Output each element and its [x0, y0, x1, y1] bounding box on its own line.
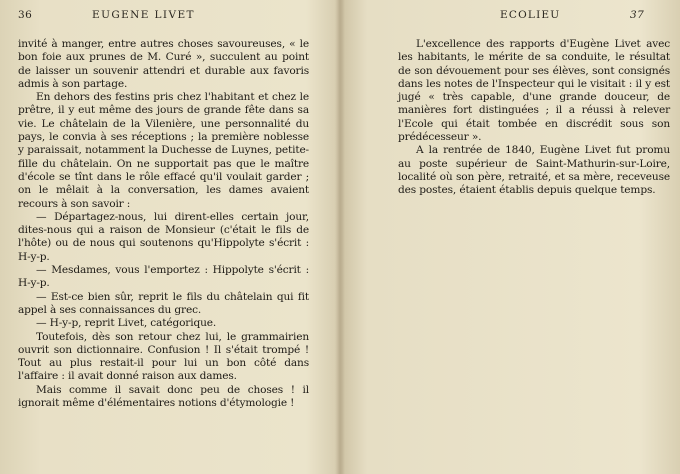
paragraph: invité à manger, entre autres choses savoureuses, « le bon foie aux prunes de M. Curé », succulent au point de laisser un souvenir attendri et durable aux favoris admis à son partage.: [18, 38, 309, 90]
paragraph: Toutefois, dès son retour chez lui, le grammairien ouvrit son dictionnaire. Confusion ! Il s'était trompé ! Tout au plus restait-il pour lui un bon côté dans l'affaire : il avait donné raison aux dames.: [18, 330, 309, 383]
paragraph: Mais comme il savait donc peu de choses ! il ignorait même d'élémentaires notions d'étymologie !: [18, 383, 309, 410]
running-head-left: EUGENE LIVET: [92, 9, 195, 21]
page-number-right: 37: [630, 9, 645, 21]
paragraph: — Mesdames, vous l'emportez : Hippolyte s'écrit : H-y-p.: [18, 264, 309, 290]
paragraph: L'excellence des rapports d'Eugène Livet avec les habitants, le mérite de sa conduite, le résultat de son dévouement pour ses élèves, sont consignés dans les notes de l'Inspecteur qui le visitait : il y est jugé « très capable, d'une grande douceur, de manières fort distinguées ; il a réussi à relever l'Ecole qui était tombée en discrédit sous son prédécesseur ».: [398, 38, 670, 144]
right-page-body: [398, 38, 670, 198]
paragraph: En dehors des festins pris chez l'habitant et chez le prêtre, il y eut même des jours de grande fête dans sa vie. Le châtelain de la Vilenière, une personnalité du pays, le convia à ses réceptions ; la première noblesse y paraissait, notamment la Duchesse de Luynes, petite-fille du châtelain. On ne supportait pas que le maître d'école se tînt dans le rôle effacé qu'il voulait garder ; on le mêlait à la conversation, les dames avaient recours à son savoir :: [18, 91, 309, 210]
paragraph: A la rentrée de 1840, Eugène Livet fut promu au poste supérieur de Saint-Mathurin-sur-Loire, localité où son père, retraité, et sa mère, receveuse des postes, étaient établis depuis quelque temps.: [398, 144, 670, 197]
paragraph: — Est-ce bien sûr, reprit le fils du châtelain qui fit appel à ses connaissances du grec.: [18, 290, 309, 316]
right-page: [342, 0, 680, 474]
left-page-body: [18, 38, 309, 410]
left-page: [0, 0, 338, 474]
paragraph: — H-y-p, reprit Livet, catégorique.: [36, 317, 217, 330]
running-head-right: ECOLIEU: [500, 9, 561, 21]
paragraph: — Départagez-nous, lui dirent-elles certain jour, dites-nous qui a raison de Monsieur (c'était le fils de l'hôte) ou de nous qui soutenons qu'Hippolyte s'écrit : H-y-p.: [18, 210, 309, 263]
page-number-left: 36: [18, 9, 33, 21]
